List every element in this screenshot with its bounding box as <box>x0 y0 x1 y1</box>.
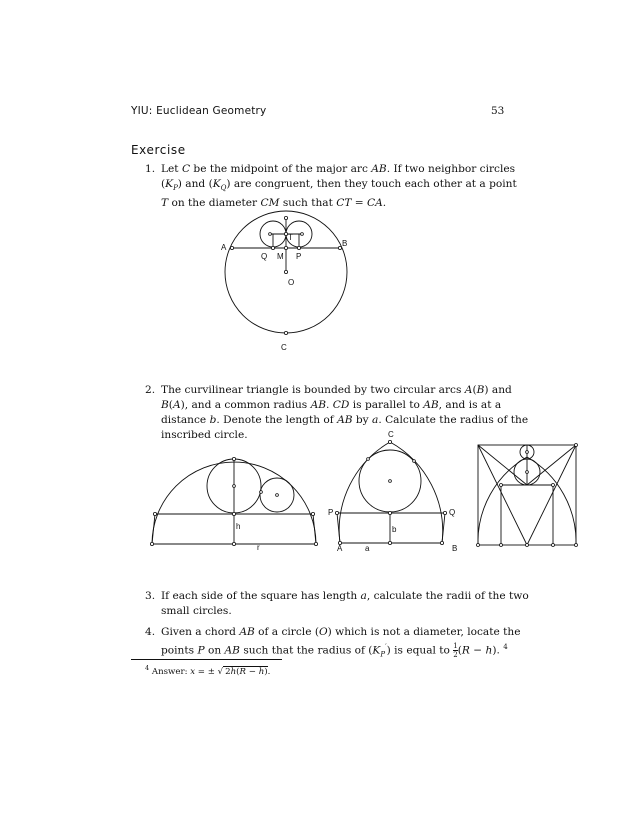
label-p: P <box>328 508 334 517</box>
point-c <box>388 440 391 443</box>
center-kq <box>269 233 272 236</box>
arc-a-b <box>339 442 390 543</box>
left-edge <box>152 514 155 544</box>
label-t: T <box>288 233 293 242</box>
item-line: T on the diameter CM such that CT = CA. <box>161 197 387 210</box>
point-9 <box>526 471 529 474</box>
item-number-3: 3. <box>145 590 156 602</box>
label-q: Q <box>449 508 456 517</box>
label-a: A <box>221 243 227 252</box>
point-4 <box>552 544 555 547</box>
arc-right <box>527 457 576 545</box>
exercise-item-3 <box>161 589 529 619</box>
item-line: If each side of the square has length a, calculate the radii of the two <box>161 590 529 602</box>
point-5 <box>575 544 578 547</box>
label-p: P <box>296 252 302 261</box>
point-d <box>388 511 391 514</box>
figure-chord-circles <box>212 210 362 358</box>
point-center <box>232 542 235 545</box>
point-top <box>232 457 235 460</box>
label-b: B <box>452 544 458 552</box>
point-7 <box>552 484 555 487</box>
item-line: Given a chord AB of a circle (O) which is not a diameter, locate the <box>161 626 521 638</box>
point-1 <box>477 544 480 547</box>
point-ab-mid <box>388 541 391 544</box>
item-line: The curvilinear triangle is bounded by two circular arcs A(B) and <box>161 384 512 396</box>
running-head: YIU: Euclidean Geometry <box>131 105 267 117</box>
label-h: h <box>236 522 241 531</box>
item-number-4: 4. <box>145 626 156 638</box>
footnote <box>145 664 270 677</box>
label-q: Q <box>261 252 268 261</box>
point-chord-mid <box>232 512 235 515</box>
point-m <box>284 246 287 249</box>
center-kp <box>301 233 304 236</box>
label-o: O <box>288 278 295 287</box>
point-p <box>297 246 300 249</box>
point-b <box>440 541 443 544</box>
label-r: r <box>257 543 260 552</box>
footnote-text: Answer: x = ± √ 2h(R − h). <box>151 666 271 677</box>
large-circle-center <box>233 485 236 488</box>
tangent-left <box>367 458 370 461</box>
label-a-length: a <box>365 544 370 552</box>
section-title: Exercise <box>131 143 186 157</box>
label-a: A <box>337 544 343 552</box>
point-q <box>271 246 274 249</box>
label-c: C <box>281 343 287 352</box>
label-b-dist: b <box>392 525 397 534</box>
label-c: C <box>388 430 394 439</box>
point-3 <box>526 544 529 547</box>
footnote-marker: 4 <box>145 664 150 672</box>
item-line: distance b. Denote the length of AB by a. Calculate the radius of the <box>161 414 529 426</box>
item-line: B(A), and a common radius AB. CD is parallel to AB, and is at a <box>161 399 502 411</box>
point-8 <box>526 451 529 454</box>
arc-left <box>478 457 527 545</box>
exercise-item-4 <box>161 625 521 663</box>
exercise-item-1 <box>161 162 517 211</box>
item-number-1: 1. <box>145 163 156 175</box>
item-line: $(K_P)$ and $(K_Q)$ are congruent, then they touch each other at a point <box>161 178 517 193</box>
point-a <box>230 246 233 249</box>
arc-b-a <box>390 442 443 543</box>
small-circle-center <box>276 494 279 497</box>
figure-square-circles <box>472 440 582 550</box>
footnote-rule <box>131 659 282 660</box>
item-line: points P on AB such that the radius of $(K_P')$ is equal to $\frac{1}{2}$ (R − h). $^4$ <box>161 642 508 660</box>
right-edge <box>313 514 316 544</box>
point-c <box>284 331 287 334</box>
point-p <box>335 511 338 514</box>
item-number-2: 2. <box>145 384 156 396</box>
point-top <box>284 216 287 219</box>
inscribed-center <box>389 480 392 483</box>
point-10 <box>575 444 578 447</box>
point-q <box>443 511 446 514</box>
point-o <box>284 270 287 273</box>
tangent-right <box>413 460 416 463</box>
figure-curvilinear-triangle <box>324 428 464 552</box>
point-right-end <box>314 542 317 545</box>
point-chord-right <box>311 512 314 515</box>
small-circle-tangent <box>260 491 263 494</box>
point-2 <box>500 544 503 547</box>
figure-semicircle-inscribed <box>144 454 320 552</box>
page-number: 53 <box>491 105 505 117</box>
label-b: B <box>342 239 348 248</box>
point-left-end <box>150 542 153 545</box>
diag-1 <box>478 445 527 545</box>
label-m: M <box>277 252 284 261</box>
item-line: Let C be the midpoint of the major arc AB. If two neighbor circles <box>161 163 516 175</box>
point-6 <box>500 484 503 487</box>
item-line: inscribed circle. <box>161 429 248 441</box>
point-chord-left <box>153 512 156 515</box>
item-line: small circles. <box>161 605 232 617</box>
diag-2 <box>527 445 576 545</box>
